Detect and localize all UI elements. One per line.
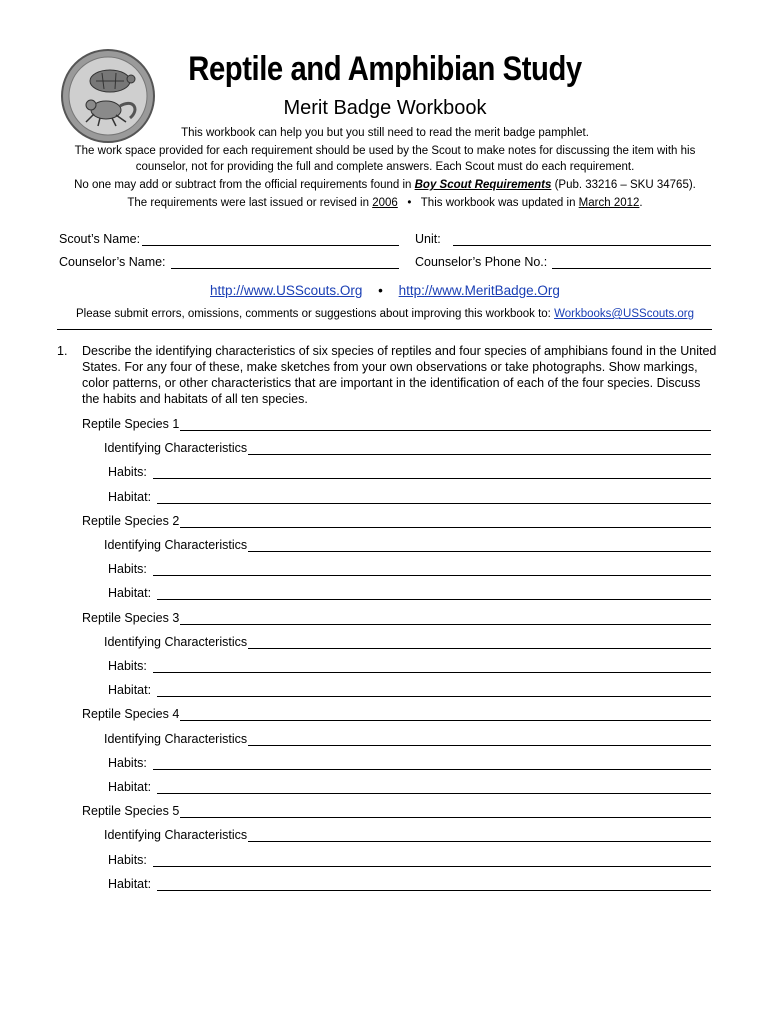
identifying-characteristics-line[interactable] — [248, 636, 711, 649]
counselor-name-label: Counselor’s Name: — [59, 255, 166, 269]
intro-line: This workbook can help you but you still need to read the merit badge pamphlet. — [181, 127, 589, 139]
habits-line[interactable] — [153, 660, 711, 673]
habitat-field[interactable] — [108, 875, 711, 891]
divider — [57, 329, 712, 330]
habits-line[interactable] — [153, 757, 711, 770]
habits-label: Habits: — [108, 562, 147, 577]
errors-text: Please submit errors, omissions, comments or suggestions about improving this workbook to: — [75, 308, 555, 320]
habits-field[interactable] — [108, 463, 711, 479]
habits-label: Habits: — [108, 755, 147, 770]
scout-name-label: Scout’s Name: — [59, 232, 141, 246]
unit-line[interactable] — [453, 232, 711, 246]
intro-text: No one may add or subtract from the official requirements found in — [74, 179, 415, 191]
reptile-species-2-line[interactable] — [180, 515, 711, 528]
habits-field[interactable] — [108, 560, 711, 576]
counselor-name-field[interactable] — [59, 249, 399, 269]
scout-name-line[interactable] — [142, 232, 399, 246]
identifying-characteristics-label: Identifying Characteristics — [104, 538, 248, 552]
meritbadge-link[interactable]: http://www.MeritBadge.Org — [398, 283, 560, 298]
habits-label: Habits: — [108, 852, 147, 867]
habits-line[interactable] — [153, 466, 711, 479]
intro-text: (Pub. 33216 – SKU 34765). — [551, 179, 696, 191]
identifying-characteristics-field[interactable] — [104, 730, 711, 746]
habitat-line[interactable] — [157, 491, 711, 504]
habitat-label: Habitat: — [108, 586, 152, 601]
update-date: March 2012 — [578, 197, 640, 209]
habits-field[interactable] — [108, 754, 711, 770]
usscouts-link[interactable]: http://www.USScouts.Org — [210, 283, 363, 298]
habitat-field[interactable] — [108, 488, 711, 504]
intro-revision-note — [50, 196, 720, 212]
habits-line[interactable] — [153, 854, 711, 867]
habitat-field[interactable] — [108, 681, 711, 697]
errors-note — [50, 307, 720, 323]
reptile-species-1-field[interactable] — [82, 415, 711, 431]
intro-text: . — [639, 197, 643, 209]
requirement-text: Describe the identifying characteristics of six species of reptiles and four species of amphibians found in the United States. For any four of these, make sketches from your own observations or take photographs. Show markings, color patterns, or other characteristics that are important in the identification of each of the four species. Discuss the habits and habitats of all ten species. — [82, 344, 717, 406]
habits-field[interactable] — [108, 657, 711, 673]
identifying-characteristics-label: Identifying Characteristics — [104, 828, 248, 843]
intro-text: • This workbook was updated in — [397, 197, 579, 209]
identifying-characteristics-line[interactable] — [248, 829, 711, 842]
habits-label: Habits: — [108, 659, 147, 673]
intro-paragraph: The work space provided for each requirement should be used by the Scout to make notes for discussing the item with his counselor, not for providing the full and complete answers. Each Scout must do each requirement. — [74, 145, 696, 173]
reptile-species-5-label: Reptile Species 5 — [82, 804, 180, 819]
reptile-species-5-line[interactable] — [180, 805, 711, 818]
habitat-field[interactable] — [108, 584, 711, 600]
habitat-line[interactable] — [157, 781, 711, 794]
habits-label: Habits: — [108, 465, 147, 480]
reptile-species-4-field[interactable] — [82, 705, 711, 721]
habitat-label: Habitat: — [108, 876, 152, 891]
identifying-characteristics-field[interactable] — [104, 826, 711, 842]
intro-requirements-note — [50, 178, 720, 194]
habitat-label: Habitat: — [108, 780, 152, 794]
habitat-field[interactable] — [108, 778, 711, 794]
habitat-line[interactable] — [157, 878, 711, 891]
website-links — [0, 283, 770, 298]
reptile-species-4-line[interactable] — [180, 708, 711, 721]
identifying-characteristics-field[interactable] — [104, 633, 711, 649]
unit-field[interactable] — [415, 226, 711, 246]
counselor-phone-line[interactable] — [552, 255, 711, 269]
requirement-1 — [57, 343, 717, 407]
reptile-species-4-label: Reptile Species 4 — [82, 707, 180, 722]
identifying-characteristics-line[interactable] — [248, 733, 711, 746]
page-subtitle: Merit Badge Workbook — [283, 97, 487, 119]
unit-label: Unit: — [415, 232, 441, 246]
identifying-characteristics-field[interactable] — [104, 536, 711, 552]
link-separator: • — [378, 283, 383, 298]
reptile-species-3-line[interactable] — [180, 612, 711, 625]
reptile-species-2-field[interactable] — [82, 512, 711, 528]
scout-name-field[interactable] — [59, 226, 399, 246]
requirements-book-link[interactable]: Boy Scout Requirements — [414, 179, 552, 191]
habitat-line[interactable] — [157, 684, 711, 697]
reptile-species-3-label: Reptile Species 3 — [82, 610, 180, 625]
habitat-label: Habitat: — [108, 489, 152, 504]
habits-field[interactable] — [108, 851, 711, 867]
reptile-species-1-label: Reptile Species 1 — [82, 417, 180, 431]
workbooks-email-link[interactable]: Workbooks@USScouts.org — [554, 308, 695, 320]
habitat-label: Habitat: — [108, 683, 152, 698]
requirement-number: 1. — [57, 344, 68, 358]
counselor-name-line[interactable] — [171, 255, 399, 269]
reptile-species-1-line[interactable] — [180, 418, 711, 431]
identifying-characteristics-field[interactable] — [104, 439, 711, 455]
habitat-line[interactable] — [157, 587, 711, 600]
identifying-characteristics-label: Identifying Characteristics — [104, 731, 248, 746]
identifying-characteristics-line[interactable] — [248, 539, 711, 552]
intro-text: The requirements were last issued or revised in — [127, 197, 373, 209]
revision-year: 2006 — [372, 197, 398, 209]
identifying-characteristics-label: Identifying Characteristics — [104, 441, 248, 456]
reptile-species-2-label: Reptile Species 2 — [82, 513, 180, 528]
counselor-phone-field[interactable] — [415, 249, 711, 269]
reptile-species-5-field[interactable] — [82, 802, 711, 818]
habits-line[interactable] — [153, 563, 711, 576]
reptile-species-3-field[interactable] — [82, 609, 711, 625]
page-title: Reptile and Amphibian Study — [188, 50, 582, 88]
identifying-characteristics-label: Identifying Characteristics — [104, 634, 248, 649]
counselor-phone-label: Counselor’s Phone No.: — [415, 255, 548, 269]
identifying-characteristics-line[interactable] — [248, 442, 711, 455]
